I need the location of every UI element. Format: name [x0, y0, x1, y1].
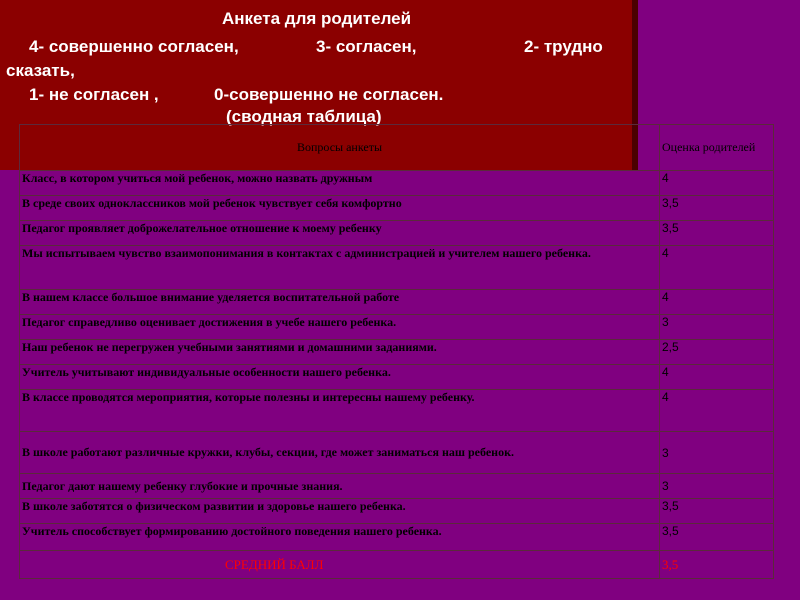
column-header-question: Вопросы анкеты	[20, 125, 660, 171]
legend-item-1: 1- не согласен ,	[29, 85, 159, 104]
table-header-row	[20, 125, 774, 171]
score-cell: 4	[660, 290, 774, 315]
score-cell: 3	[660, 315, 774, 340]
score-cell: 3,5	[660, 221, 774, 246]
question-cell: Мы испытываем чувство взаимопонимания в контактах с администрацией и учителем нашего ребенка.	[20, 246, 660, 290]
question-cell: Учитель учитывают индивидуальные особенности нашего ребенка.	[20, 365, 660, 390]
table-row	[20, 390, 774, 432]
table-row	[20, 221, 774, 246]
table-row	[20, 171, 774, 196]
table-row	[20, 290, 774, 315]
legend-item-3: 3- согласен,	[316, 37, 417, 56]
table-row	[20, 365, 774, 390]
score-cell: 3,5	[660, 524, 774, 551]
score-cell: 2,5	[660, 340, 774, 365]
question-cell: В нашем классе большое внимание уделяется воспитательной работе	[20, 290, 660, 315]
question-cell: Педагог проявляет доброжелательное отношение к моему ребенку	[20, 221, 660, 246]
table-subtitle: (сводная таблица)	[226, 107, 382, 126]
score-cell: 3	[660, 432, 774, 474]
question-cell: Педагог справедливо оценивает достижения в учебе нашего ребенка.	[20, 315, 660, 340]
question-cell: Наш ребенок не перегружен учебными занятиями и домашними заданиями.	[20, 340, 660, 365]
score-cell: 4	[660, 246, 774, 290]
question-cell: Учитель способствует формированию достойного поведения нашего ребенка.	[20, 524, 660, 551]
question-cell: В классе проводятся мероприятия, которые полезны и интересны нашему ребенку.	[20, 390, 660, 432]
legend-item-2: 2- трудно	[524, 37, 603, 56]
score-cell: 3	[660, 474, 774, 499]
legend-item-2-cont: сказать,	[6, 61, 75, 80]
question-cell: В среде своих одноклассников мой ребенок чувствует себя комфортно	[20, 196, 660, 221]
survey-table	[19, 124, 774, 579]
table-row	[20, 246, 774, 290]
table-row	[20, 432, 774, 474]
table-row	[20, 196, 774, 221]
page-title: Анкета для родителей	[222, 9, 412, 28]
table-row	[20, 524, 774, 551]
column-header-score: Оценка родителей	[660, 125, 774, 171]
score-cell: 4	[660, 390, 774, 432]
legend-item-0: 0-совершенно не согласен.	[214, 85, 444, 104]
average-label: СРЕДНИЙ БАЛЛ	[20, 551, 660, 579]
table-row	[20, 474, 774, 499]
question-cell: Класс, в котором учиться мой ребенок, можно назвать дружным	[20, 171, 660, 196]
average-row	[20, 551, 774, 579]
table-row	[20, 499, 774, 524]
table-row	[20, 340, 774, 365]
average-value: 3,5	[660, 551, 774, 579]
question-cell: В школе работают различные кружки, клубы, секции, где может заниматься наш ребенок.	[20, 432, 660, 474]
score-cell: 3,5	[660, 196, 774, 221]
score-cell: 4	[660, 171, 774, 196]
score-cell: 4	[660, 365, 774, 390]
score-cell: 3,5	[660, 499, 774, 524]
question-cell: Педагог дают нашему ребенку глубокие и прочные знания.	[20, 474, 660, 499]
question-cell: В школе заботятся о физическом развитии и здоровье нашего ребенка.	[20, 499, 660, 524]
table-row	[20, 315, 774, 340]
legend-item-4: 4- совершенно согласен,	[29, 37, 239, 56]
